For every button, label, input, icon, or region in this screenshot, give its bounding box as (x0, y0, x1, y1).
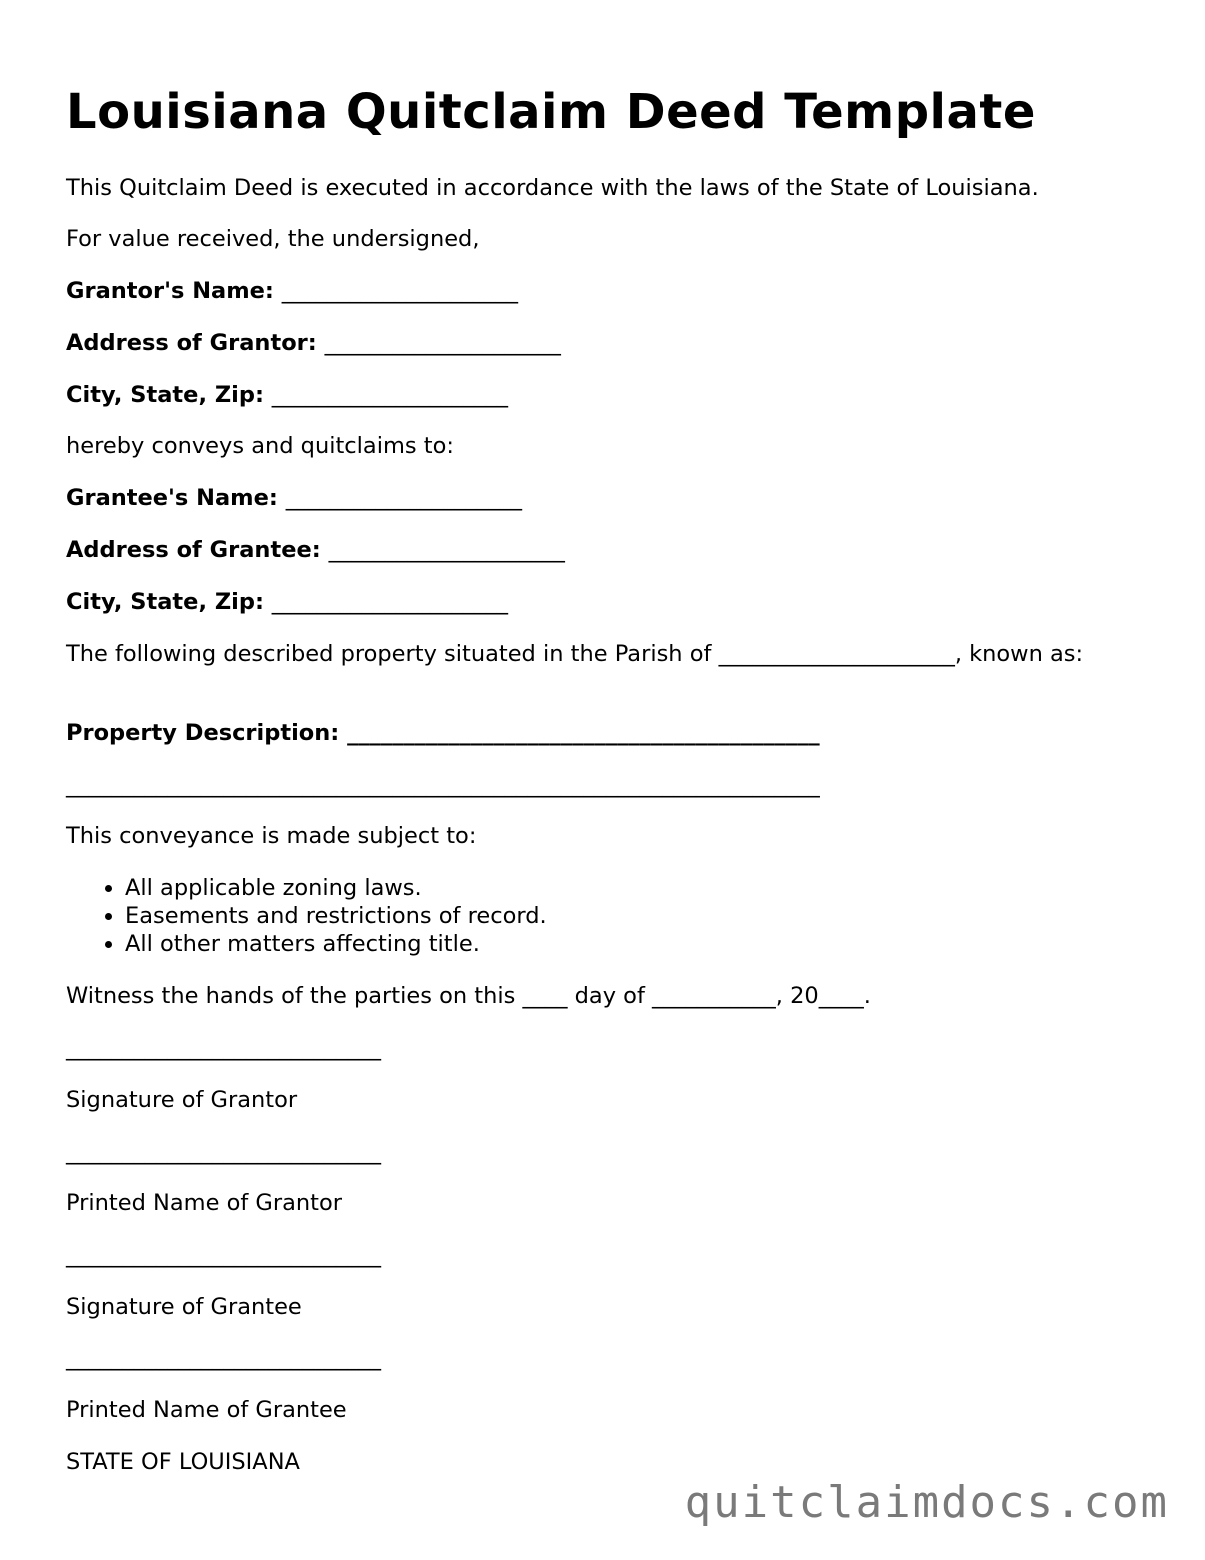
parish-text (66, 640, 1116, 668)
parish-blank[interactable]: _____________________ (718, 641, 955, 667)
grantee-city-label: City, State, Zip: (66, 589, 264, 615)
grantee-city-blank[interactable]: _____________________ (271, 589, 509, 615)
grantee-address-field (66, 536, 565, 564)
grantor-printed-name-line[interactable]: ____________________________ (66, 1139, 381, 1165)
grantor-signature-line[interactable]: ____________________________ (66, 1035, 381, 1061)
grantor-signature-label: Signature of Grantor (66, 1087, 298, 1113)
grantee-address-blank[interactable]: _____________________ (328, 537, 565, 563)
grantee-address-label: Address of Grantee: (66, 537, 321, 563)
list-item: • All other matters affecting title. (125, 930, 547, 958)
grantor-city-label: City, State, Zip: (66, 382, 264, 408)
grantee-name-blank[interactable]: _____________________ (285, 485, 522, 511)
witness-text: Witness the hands of the parties on this ____ day of ___________, 20____. (66, 983, 871, 1009)
grantee-signature-line[interactable]: ____________________________ (66, 1242, 381, 1268)
property-description-blank[interactable]: __________________________________________ (347, 720, 820, 746)
grantee-printed-name-line[interactable]: ____________________________ (66, 1345, 381, 1371)
list-item: • All applicable zoning laws. (125, 874, 547, 902)
grantee-name-field (66, 484, 522, 512)
grantor-name-blank[interactable]: _____________________ (281, 278, 518, 304)
grantor-city-field (66, 381, 508, 409)
grantor-name-label: Grantor's Name: (66, 278, 274, 304)
intro-text: This Quitclaim Deed is executed in accordance with the laws of the State of Louisiana. (66, 175, 1039, 201)
conveys-text: hereby conveys and quitclaims to: (66, 433, 454, 459)
site-watermark: quitclaimdocs.com (684, 1477, 1169, 1528)
grantee-name-label: Grantee's Name: (66, 485, 278, 511)
for-value-text: For value received, the undersigned, (66, 226, 480, 252)
grantor-address-blank[interactable]: _____________________ (324, 330, 561, 356)
grantor-address-field (66, 329, 561, 357)
grantor-city-blank[interactable]: _____________________ (271, 382, 509, 408)
list-item: • Easements and restrictions of record. (125, 902, 547, 930)
parish-suffix: , known as: (954, 641, 1084, 667)
grantor-address-label: Address of Grantor: (66, 330, 317, 356)
conditions-list (66, 874, 547, 958)
subject-to-text: This conveyance is made subject to: (66, 823, 477, 849)
parish-prefix: The following described property situated in the Parish of (66, 641, 719, 667)
property-description-field (66, 719, 820, 747)
grantor-name-field (66, 277, 518, 305)
state-heading: STATE OF LOUISIANA (66, 1449, 300, 1475)
grantee-printed-name-label: Printed Name of Grantee (66, 1397, 347, 1423)
page-title: Louisiana Quitclaim Deed Template (66, 84, 1036, 140)
grantee-signature-label: Signature of Grantee (66, 1294, 302, 1320)
grantor-printed-name-label: Printed Name of Grantor (66, 1190, 342, 1216)
property-description-label: Property Description: (66, 720, 340, 746)
property-description-continuation[interactable]: ___________________________________________________________________ (66, 772, 820, 798)
grantee-city-field (66, 588, 508, 616)
